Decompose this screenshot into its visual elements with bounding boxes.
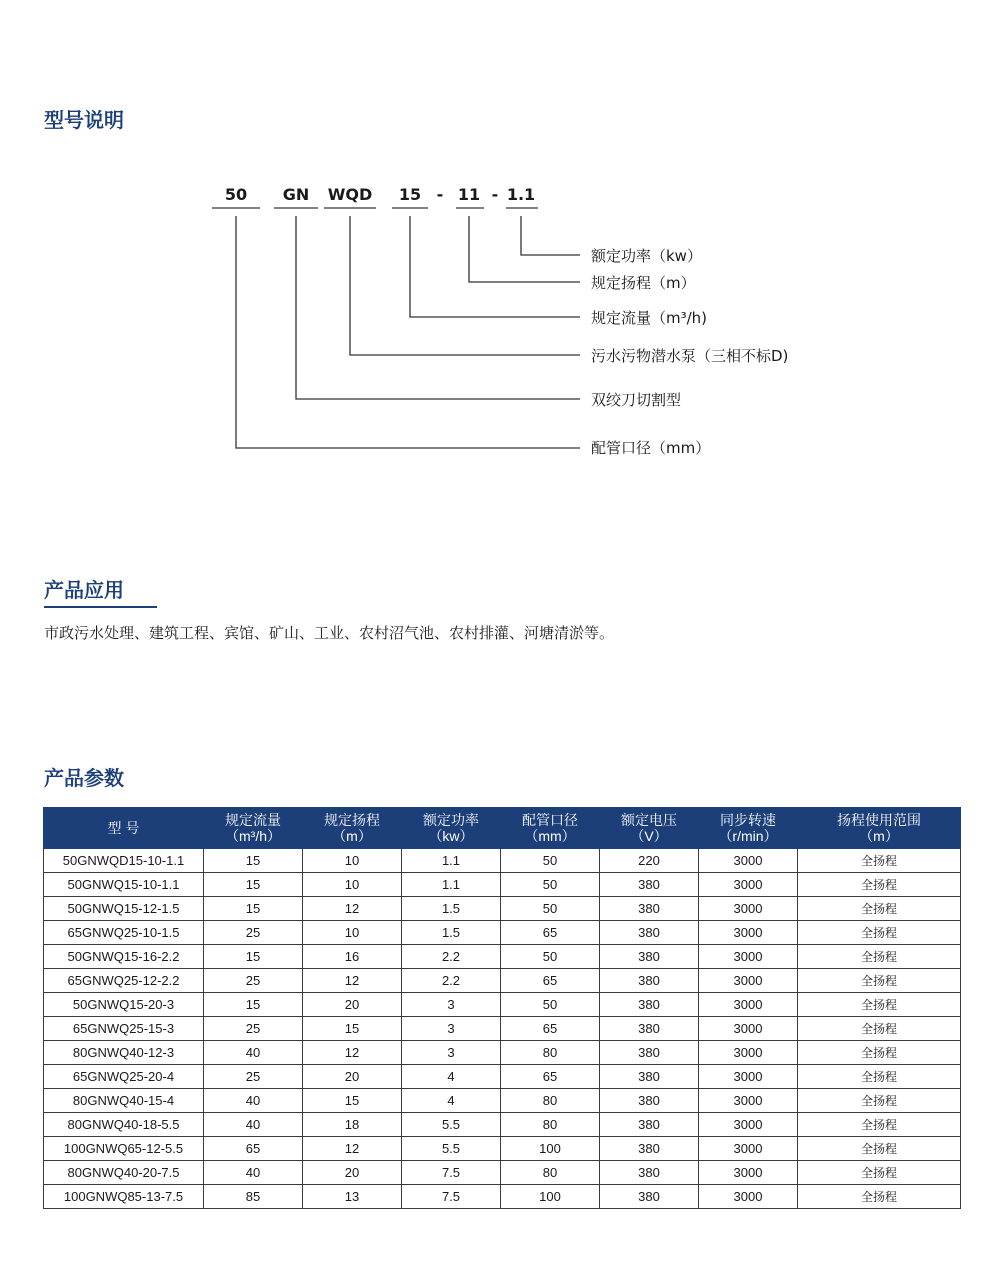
cell-head: 10	[303, 921, 402, 945]
cell-model: 50GNWQ15-16-2.2	[44, 945, 204, 969]
connector-line	[296, 216, 580, 399]
cell-flow: 65	[204, 1137, 303, 1161]
application-text: 市政污水处理、建筑工程、宾馆、矿山、工业、农村沼气池、农村排灌、河塘清淤等。	[44, 624, 615, 642]
cell-power: 4	[402, 1065, 501, 1089]
cell-head: 13	[303, 1185, 402, 1209]
cell-head-range: 全扬程	[798, 921, 961, 945]
model-segment: -	[491, 185, 499, 204]
cell-speed: 3000	[699, 1041, 798, 1065]
cell-power: 1.1	[402, 873, 501, 897]
cell-model: 50GNWQ15-12-1.5	[44, 897, 204, 921]
cell-voltage: 380	[600, 1161, 699, 1185]
cell-voltage: 380	[600, 1113, 699, 1137]
cell-head: 10	[303, 849, 402, 873]
cell-model: 80GNWQ40-18-5.5	[44, 1113, 204, 1137]
cell-speed: 3000	[699, 969, 798, 993]
table-row	[44, 1089, 961, 1113]
connector-line	[521, 216, 580, 255]
cell-voltage: 380	[600, 1137, 699, 1161]
cell-pipe-diameter: 50	[501, 873, 600, 897]
cell-power: 5.5	[402, 1113, 501, 1137]
table-row	[44, 945, 961, 969]
cell-speed: 3000	[699, 1017, 798, 1041]
cell-pipe-diameter: 50	[501, 945, 600, 969]
model-diagram	[200, 180, 840, 470]
header-speed: 同步转速 （r/min）	[699, 808, 798, 849]
cell-pipe-diameter: 65	[501, 921, 600, 945]
cell-head-range: 全扬程	[798, 1161, 961, 1185]
cell-head-range: 全扬程	[798, 849, 961, 873]
cell-flow: 85	[204, 1185, 303, 1209]
cell-power: 7.5	[402, 1185, 501, 1209]
table-row	[44, 1137, 961, 1161]
model-segment: GN	[282, 185, 310, 204]
cell-pipe-diameter: 50	[501, 897, 600, 921]
cell-speed: 3000	[699, 945, 798, 969]
cell-head-range: 全扬程	[798, 945, 961, 969]
model-segment: 1.1	[506, 185, 536, 204]
cell-model: 100GNWQ65-12-5.5	[44, 1137, 204, 1161]
cell-head: 15	[303, 1089, 402, 1113]
cell-model: 80GNWQ40-15-4	[44, 1089, 204, 1113]
parameters-table	[43, 807, 961, 1209]
cell-voltage: 380	[600, 1089, 699, 1113]
cell-head-range: 全扬程	[798, 969, 961, 993]
cell-model: 65GNWQ25-15-3	[44, 1017, 204, 1041]
cell-head: 10	[303, 873, 402, 897]
cell-head: 20	[303, 1065, 402, 1089]
cell-flow: 15	[204, 945, 303, 969]
cell-head: 12	[303, 1137, 402, 1161]
cell-head: 12	[303, 1041, 402, 1065]
section-title-underline	[44, 606, 157, 608]
cell-head-range: 全扬程	[798, 1065, 961, 1089]
cell-flow: 15	[204, 849, 303, 873]
cell-head: 18	[303, 1113, 402, 1137]
cell-pipe-diameter: 50	[501, 849, 600, 873]
model-segment: 15	[398, 185, 422, 204]
cell-flow: 40	[204, 1089, 303, 1113]
cell-speed: 3000	[699, 1161, 798, 1185]
cell-head-range: 全扬程	[798, 1137, 961, 1161]
cell-head: 12	[303, 897, 402, 921]
header-flow: 规定流量 （m³/h）	[204, 808, 303, 849]
cell-power: 1.5	[402, 897, 501, 921]
model-segment: WQD	[327, 185, 373, 204]
cell-speed: 3000	[699, 1113, 798, 1137]
cell-speed: 3000	[699, 897, 798, 921]
connector-line	[350, 216, 580, 355]
table-row	[44, 897, 961, 921]
cell-speed: 3000	[699, 1137, 798, 1161]
cell-power: 7.5	[402, 1161, 501, 1185]
cell-voltage: 380	[600, 1065, 699, 1089]
model-segment: -	[436, 185, 444, 204]
table-row	[44, 1065, 961, 1089]
cell-power: 1.5	[402, 921, 501, 945]
connector-line	[410, 216, 580, 317]
cell-flow: 25	[204, 1017, 303, 1041]
cell-power: 2.2	[402, 969, 501, 993]
cell-speed: 3000	[699, 993, 798, 1017]
cell-head-range: 全扬程	[798, 1017, 961, 1041]
header-head: 规定扬程 （m）	[303, 808, 402, 849]
cell-power: 1.1	[402, 849, 501, 873]
cell-head-range: 全扬程	[798, 1185, 961, 1209]
table-row	[44, 1017, 961, 1041]
cell-power: 3	[402, 1017, 501, 1041]
table-row	[44, 993, 961, 1017]
cell-head-range: 全扬程	[798, 1089, 961, 1113]
table-body	[44, 849, 961, 1209]
cell-model: 65GNWQ25-12-2.2	[44, 969, 204, 993]
cell-flow: 40	[204, 1113, 303, 1137]
cell-flow: 25	[204, 969, 303, 993]
model-description: 配管口径（mm）	[591, 439, 711, 457]
header-voltage: 额定电压 （V）	[600, 808, 699, 849]
model-segment: 50	[224, 185, 248, 204]
connector-line	[469, 216, 580, 282]
cell-voltage: 380	[600, 969, 699, 993]
cell-power: 3	[402, 1041, 501, 1065]
cell-voltage: 220	[600, 849, 699, 873]
cell-pipe-diameter: 80	[501, 1161, 600, 1185]
cell-speed: 3000	[699, 921, 798, 945]
cell-model: 50GNWQD15-10-1.1	[44, 849, 204, 873]
cell-speed: 3000	[699, 849, 798, 873]
model-description: 双绞刀切割型	[591, 391, 682, 409]
cell-flow: 40	[204, 1041, 303, 1065]
cell-pipe-diameter: 65	[501, 1065, 600, 1089]
model-description: 污水污物潜水泵（三相不标D)	[591, 347, 789, 365]
cell-voltage: 380	[600, 921, 699, 945]
cell-model: 80GNWQ40-12-3	[44, 1041, 204, 1065]
cell-head-range: 全扬程	[798, 873, 961, 897]
section-title-application: 产品应用	[44, 578, 124, 602]
cell-power: 5.5	[402, 1137, 501, 1161]
table-row	[44, 849, 961, 873]
cell-model: 100GNWQ85-13-7.5	[44, 1185, 204, 1209]
model-description: 规定流量（m³/h)	[591, 309, 708, 327]
cell-speed: 3000	[699, 1185, 798, 1209]
cell-voltage: 380	[600, 1017, 699, 1041]
cell-pipe-diameter: 80	[501, 1041, 600, 1065]
cell-speed: 3000	[699, 873, 798, 897]
cell-pipe-diameter: 80	[501, 1113, 600, 1137]
cell-voltage: 380	[600, 945, 699, 969]
cell-pipe-diameter: 50	[501, 993, 600, 1017]
table-row	[44, 873, 961, 897]
cell-flow: 15	[204, 993, 303, 1017]
cell-voltage: 380	[600, 1041, 699, 1065]
header-model: 型 号	[44, 808, 204, 849]
section-title-parameters: 产品参数	[44, 766, 124, 790]
section-title-model: 型号说明	[44, 108, 124, 132]
cell-pipe-diameter: 100	[501, 1185, 600, 1209]
cell-model: 50GNWQ15-10-1.1	[44, 873, 204, 897]
cell-voltage: 380	[600, 873, 699, 897]
cell-pipe-diameter: 65	[501, 1017, 600, 1041]
cell-head: 20	[303, 993, 402, 1017]
cell-model: 65GNWQ25-10-1.5	[44, 921, 204, 945]
table-header-row	[44, 808, 961, 849]
cell-head-range: 全扬程	[798, 1041, 961, 1065]
header-pipe-diameter: 配管口径 （mm）	[501, 808, 600, 849]
cell-power: 2.2	[402, 945, 501, 969]
table-row	[44, 1185, 961, 1209]
cell-model: 65GNWQ25-20-4	[44, 1065, 204, 1089]
cell-speed: 3000	[699, 1065, 798, 1089]
cell-flow: 25	[204, 1065, 303, 1089]
cell-voltage: 380	[600, 897, 699, 921]
cell-power: 4	[402, 1089, 501, 1113]
cell-pipe-diameter: 65	[501, 969, 600, 993]
model-description: 规定扬程（m）	[591, 274, 696, 292]
cell-model: 50GNWQ15-20-3	[44, 993, 204, 1017]
table-row	[44, 1113, 961, 1137]
table-row	[44, 1041, 961, 1065]
cell-flow: 15	[204, 873, 303, 897]
cell-model: 80GNWQ40-20-7.5	[44, 1161, 204, 1185]
cell-flow: 15	[204, 897, 303, 921]
cell-pipe-diameter: 100	[501, 1137, 600, 1161]
connector-line	[236, 216, 580, 448]
table-row	[44, 1161, 961, 1185]
cell-head: 15	[303, 1017, 402, 1041]
cell-head: 20	[303, 1161, 402, 1185]
cell-voltage: 380	[600, 993, 699, 1017]
header-power: 额定功率 （kw）	[402, 808, 501, 849]
table-row	[44, 921, 961, 945]
cell-voltage: 380	[600, 1185, 699, 1209]
cell-flow: 25	[204, 921, 303, 945]
cell-head-range: 全扬程	[798, 993, 961, 1017]
header-head-range: 扬程使用范围 （m）	[798, 808, 961, 849]
table-row	[44, 969, 961, 993]
cell-head: 16	[303, 945, 402, 969]
cell-head-range: 全扬程	[798, 1113, 961, 1137]
model-description: 额定功率（kw）	[591, 247, 702, 265]
cell-head: 12	[303, 969, 402, 993]
cell-head-range: 全扬程	[798, 897, 961, 921]
cell-speed: 3000	[699, 1089, 798, 1113]
cell-flow: 40	[204, 1161, 303, 1185]
cell-pipe-diameter: 80	[501, 1089, 600, 1113]
cell-power: 3	[402, 993, 501, 1017]
model-segment: 11	[457, 185, 481, 204]
